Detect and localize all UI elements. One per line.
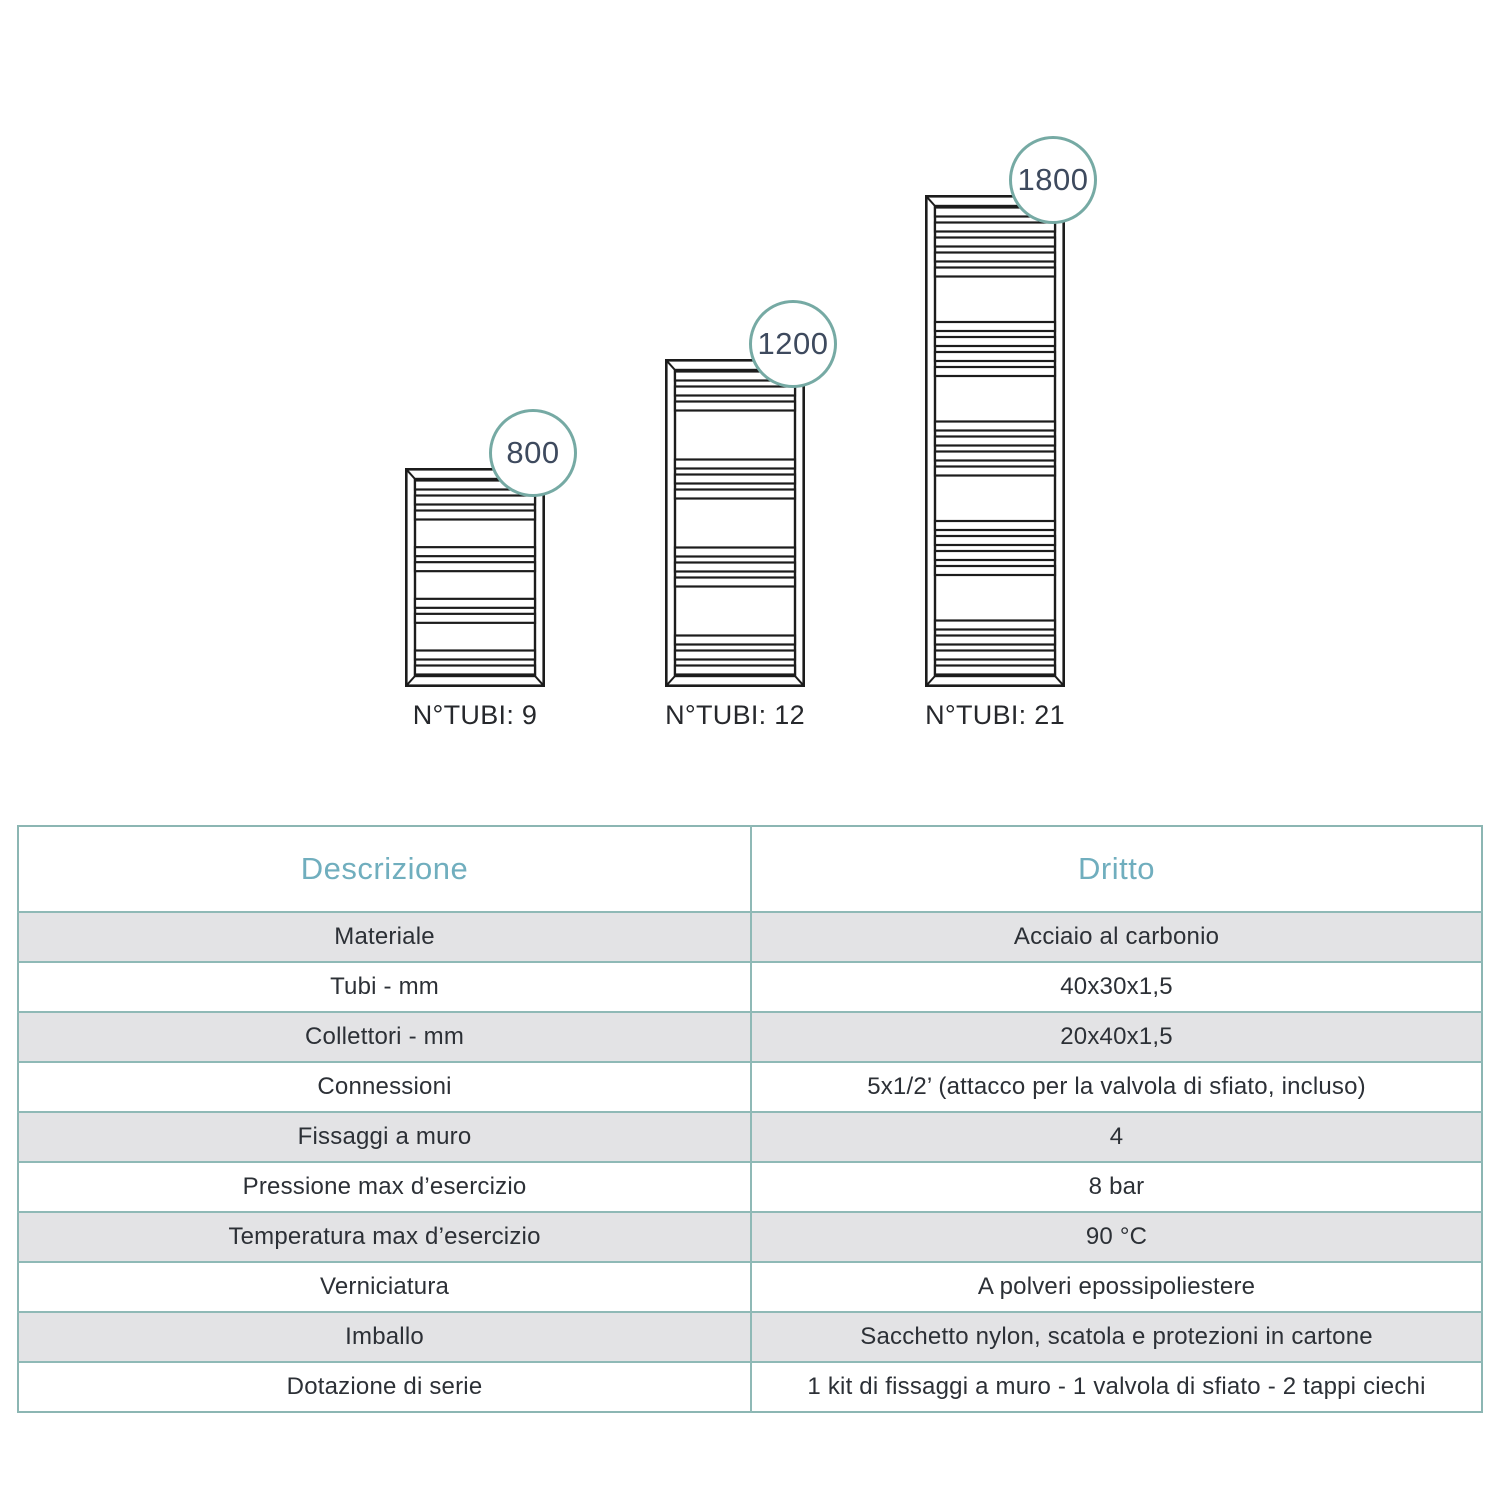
spec-value-cell: 4 (751, 1112, 1482, 1162)
spec-label-cell: Temperatura max d’esercizio (18, 1212, 751, 1262)
radiator-drawing-wrap (925, 162, 1089, 687)
spec-row (18, 1212, 1482, 1262)
spec-row (18, 1262, 1482, 1312)
radiator-drawing (665, 359, 805, 687)
spec-row (18, 1012, 1482, 1062)
radiator-figure-1800 (925, 162, 1089, 731)
spec-value-cell: 1 kit di fissaggi a muro - 1 valvola di sfiato - 2 tappi ciechi (751, 1362, 1482, 1412)
header-dritto: Dritto (751, 826, 1482, 912)
spec-table (17, 825, 1483, 1413)
spec-label-cell: Verniciatura (18, 1262, 751, 1312)
spec-value-cell: Sacchetto nylon, scatola e protezioni in cartone (751, 1312, 1482, 1362)
radiator-drawing (405, 468, 545, 687)
tube-count-label: N°TUBI: 9 (412, 700, 538, 730)
height-badge: 800 (489, 409, 577, 497)
radiator-diagrams (0, 0, 1500, 731)
tube-count-label: N°TUBI: 21 (925, 700, 1065, 730)
spec-row (18, 1362, 1482, 1412)
height-badge: 1800 (1009, 136, 1097, 224)
spec-row (18, 1112, 1482, 1162)
spec-value-cell: Acciaio al carbonio (751, 912, 1482, 962)
spec-label-cell: Collettori - mm (18, 1012, 751, 1062)
radiator-figure-1200 (665, 326, 829, 731)
radiator-drawing-wrap (405, 435, 560, 687)
spec-value-cell: A polveri epossipoliestere (751, 1262, 1482, 1312)
spec-row (18, 1312, 1482, 1362)
spec-row (18, 962, 1482, 1012)
header-descrizione: Descrizione (18, 826, 751, 912)
spec-value-cell: 20x40x1,5 (751, 1012, 1482, 1062)
spec-label-cell: Connessioni (18, 1062, 751, 1112)
spec-value-cell: 8 bar (751, 1162, 1482, 1212)
spec-label-cell: Dotazione di serie (18, 1362, 751, 1412)
spec-value-cell: 90 °C (751, 1212, 1482, 1262)
spec-row (18, 1162, 1482, 1212)
spec-label-cell: Tubi - mm (18, 962, 751, 1012)
spec-label-cell: Pressione max d’esercizio (18, 1162, 751, 1212)
spec-label-cell: Imballo (18, 1312, 751, 1362)
spec-row (18, 1062, 1482, 1112)
table-header-row (18, 826, 1482, 912)
radiator-drawing (925, 195, 1065, 687)
spec-row (18, 912, 1482, 962)
spec-label-cell: Materiale (18, 912, 751, 962)
spec-value-cell: 5x1/2’ (attacco per la valvola di sfiato, incluso) (751, 1062, 1482, 1112)
radiator-figure-800 (405, 435, 560, 731)
spec-value-cell: 40x30x1,5 (751, 962, 1482, 1012)
tube-count-label: N°TUBI: 12 (665, 700, 805, 730)
spec-label-cell: Fissaggi a muro (18, 1112, 751, 1162)
radiator-drawing-wrap (665, 326, 829, 687)
height-badge: 1200 (749, 300, 837, 388)
